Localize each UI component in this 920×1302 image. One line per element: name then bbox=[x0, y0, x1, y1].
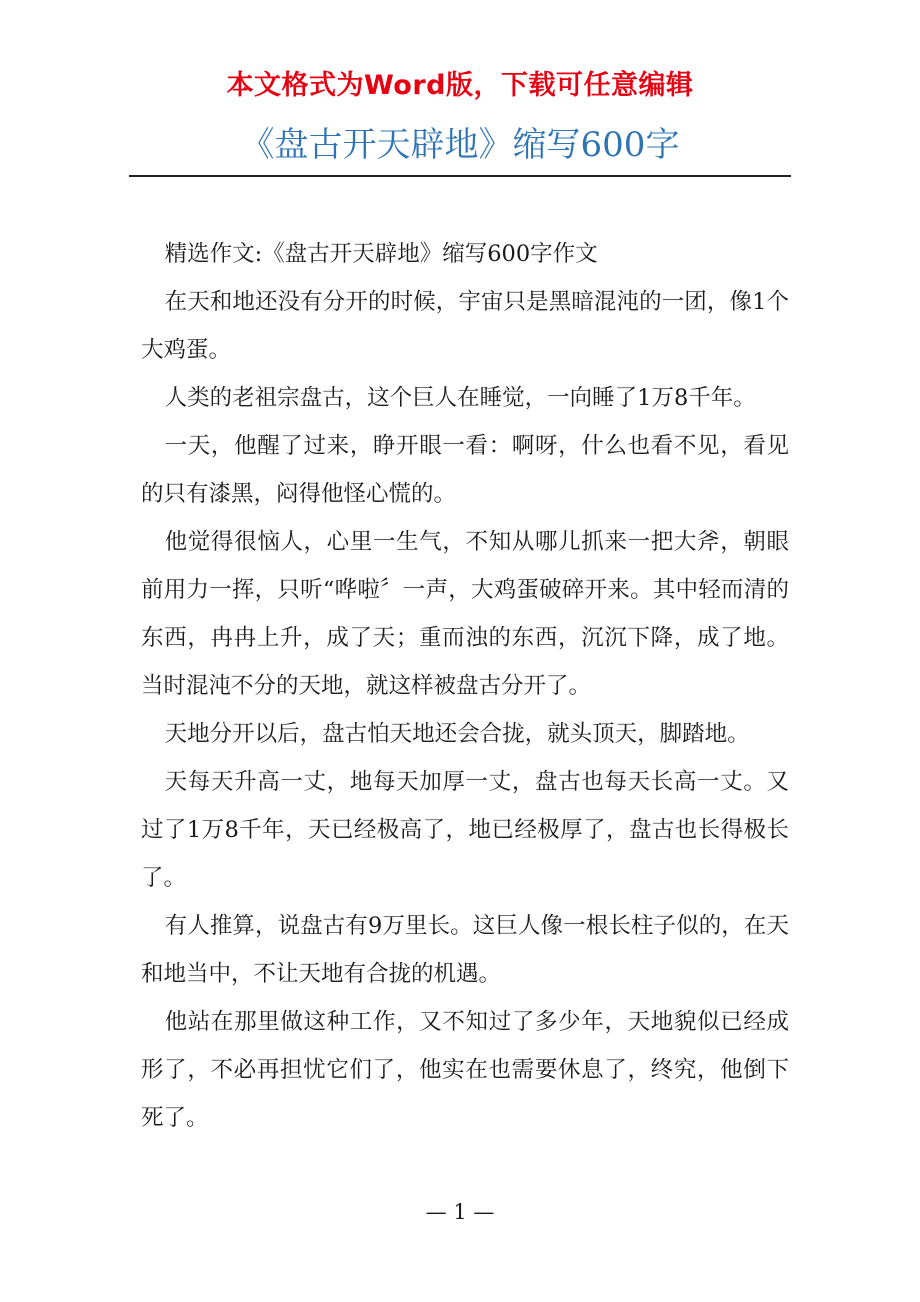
body-paragraph: 天每天升高一丈，地每天加厚一丈，盘古也每天长高一丈。又过了1万8千年，天已经极高了，地已经极厚了，盘古也长得极长了。 bbox=[141, 769, 789, 891]
body-paragraph: 人类的老祖宗盘古，这个巨人在睡觉，一向睡了1万8千年。 bbox=[164, 385, 756, 411]
body-paragraph: 在天和地还没有分开的时候，宇宙只是黑暗混沌的一团，像1个大鸡蛋。 bbox=[141, 289, 789, 363]
body-paragraph: 一天，他醒了过来，睁开眼一看：啊呀，什么也看不见，看见的只有漆黑，闷得他怪心慌的。 bbox=[141, 433, 789, 507]
document-title: 《盘古开天辟地》缩写600字 bbox=[240, 125, 680, 165]
body-paragraph: 他站在那里做这种工作，又不知过了多少年，天地貌似已经成形了，不必再担忧它们了，他实在也需要休息了，终究，他倒下死了。 bbox=[141, 1009, 789, 1131]
body-paragraph: 他觉得很恼人，心里一生气，不知从哪儿抓来一把大斧，朝眼前用力一挥，只听“哗啦〞一声，大鸡蛋破碎开来。其中轻而清的东西，冉冉上升，成了天；重而浊的东西，沉沉下降，成了地。当时混沌不分的天地，就这样被盘古分开了。 bbox=[141, 529, 789, 699]
body-paragraph-intro: 精选作文:《盘古开天辟地》缩写600字作文 bbox=[164, 241, 598, 267]
format-notice-banner: 本文格式为Word版，下载可任意编辑 bbox=[226, 70, 694, 101]
document-body bbox=[141, 230, 789, 1142]
body-paragraph: 有人推算，说盘古有9万里长。这巨人像一根长柱子似的，在天和地当中，不让天地有合拢的机遇。 bbox=[141, 913, 789, 987]
body-paragraph: 天地分开以后，盘古怕天地还会合拢，就头顶天，脚踏地。 bbox=[164, 721, 750, 747]
title-divider bbox=[129, 175, 791, 177]
page-number: — 1 — bbox=[425, 1200, 495, 1224]
